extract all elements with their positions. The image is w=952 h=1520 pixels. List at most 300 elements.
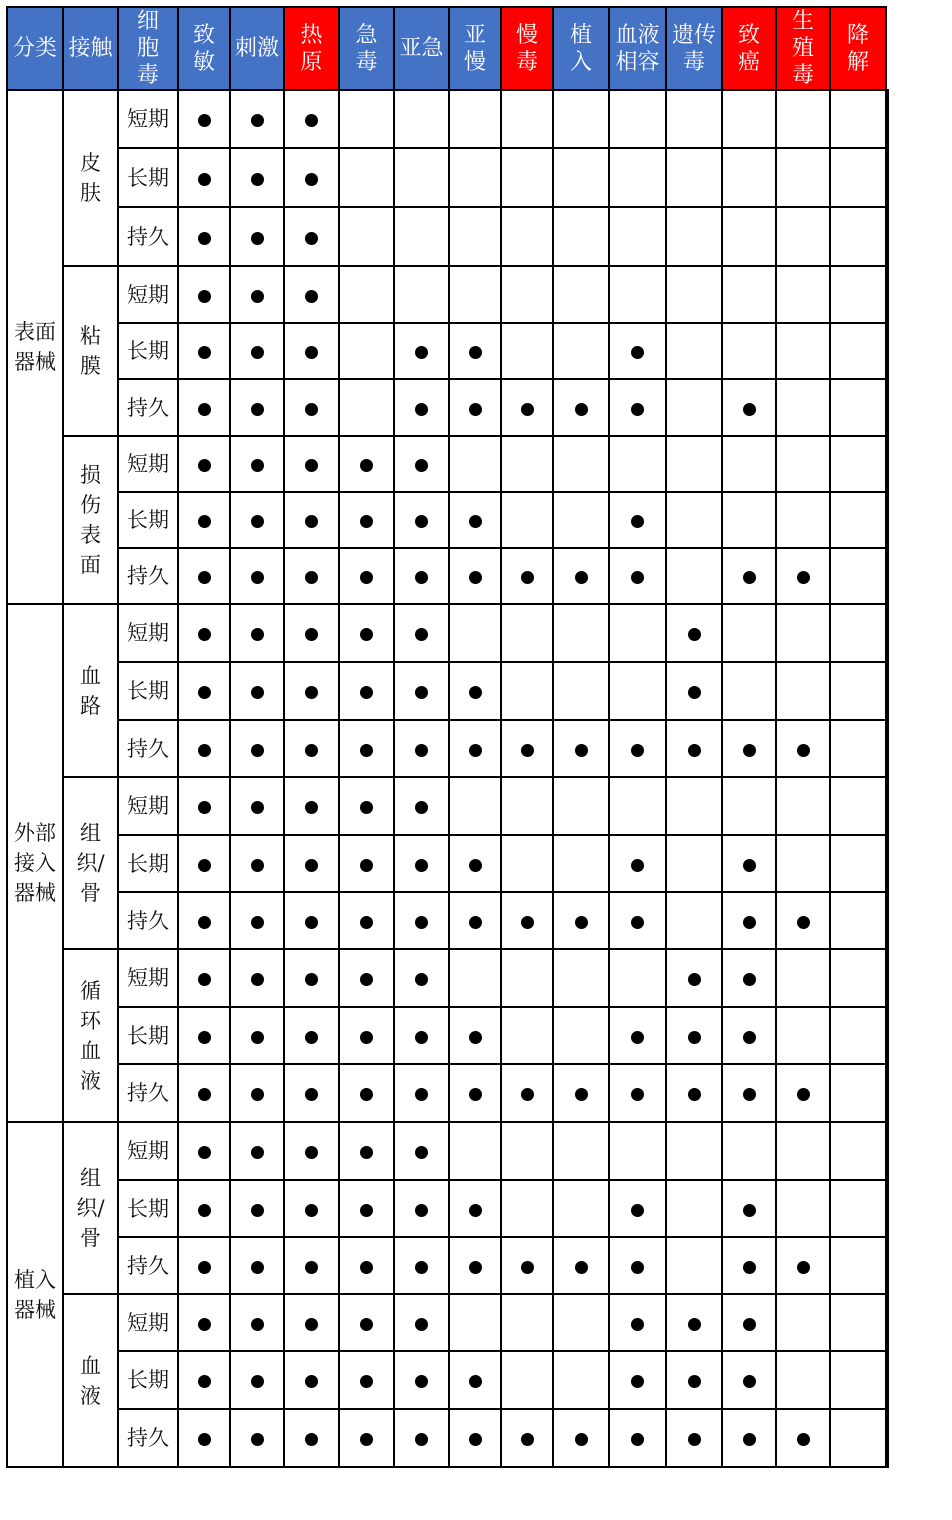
required-dot-icon [521,916,534,929]
test-cell [230,207,284,266]
required-dot-icon [521,403,534,416]
test-cell [830,835,886,892]
required-dot-icon [198,801,211,814]
test-cell [501,1122,553,1180]
column-header [63,7,118,90]
test-cell [178,90,230,148]
required-dot-icon [575,1433,588,1446]
required-dot-icon [631,346,644,359]
required-dot-icon [415,1261,428,1274]
required-dot-icon [688,1318,701,1331]
required-dot-icon [631,515,644,528]
test-cell [776,1122,830,1180]
required-dot-icon [198,290,211,303]
test-cell [830,492,886,548]
test-cell [886,777,888,835]
required-dot-icon [631,1261,644,1274]
required-dot-icon [305,1031,318,1044]
duration-cell: 持久 [118,207,178,266]
test-cell [339,1294,394,1351]
table-row [7,379,888,436]
test-cell [394,207,449,266]
required-dot-icon [575,1261,588,1274]
test-cell [178,777,230,835]
column-header-label: 刺激 [234,36,279,61]
duration-cell: 持久 [118,379,178,436]
test-cell [230,1007,284,1064]
duration-cell: 长期 [118,1007,178,1064]
test-cell [178,1180,230,1237]
contact-type-label: 血 路 [80,663,101,718]
required-dot-icon [469,686,482,699]
test-cell [830,1351,886,1409]
duration-cell: 长期 [118,662,178,720]
test-cell [230,379,284,436]
table-row [7,148,888,207]
test-cell [830,266,886,323]
duration-cell: 短期 [118,266,178,323]
test-cell [394,1064,449,1122]
required-dot-icon [305,459,318,472]
test-cell [553,323,609,379]
test-cell [830,148,886,207]
required-dot-icon [688,686,701,699]
test-cell [284,892,339,949]
table-row [7,604,888,662]
test-cell [178,892,230,949]
test-cell [178,835,230,892]
category-label: 植入 器械 [14,1267,56,1322]
test-cell [284,1180,339,1237]
test-cell [449,207,501,266]
required-dot-icon [360,1146,373,1159]
test-cell [886,90,888,148]
column-header-label: 致 癌 [737,22,760,75]
required-dot-icon [360,1204,373,1217]
test-cell [666,892,722,949]
test-cell [609,1122,666,1180]
required-dot-icon [469,1204,482,1217]
test-cell [553,1180,609,1237]
test-cell [722,1351,776,1409]
test-cell [553,835,609,892]
required-dot-icon [575,916,588,929]
test-cell [776,148,830,207]
test-cell [609,892,666,949]
column-header [501,7,553,90]
test-cell [609,90,666,148]
test-cell [339,1122,394,1180]
test-cell [449,949,501,1007]
table-row [7,1007,888,1064]
required-dot-icon [305,571,318,584]
test-cell [230,90,284,148]
test-cell [339,1351,394,1409]
required-dot-icon [251,232,264,245]
test-cell [394,436,449,492]
required-dot-icon [360,628,373,641]
required-dot-icon [521,1261,534,1274]
test-cell [666,379,722,436]
required-dot-icon [688,744,701,757]
column-header [394,7,449,90]
test-cell [609,1409,666,1467]
test-cell [722,1122,776,1180]
required-dot-icon [415,1146,428,1159]
required-dot-icon [198,232,211,245]
test-cell [776,892,830,949]
test-cell [501,1064,553,1122]
required-dot-icon [415,459,428,472]
contact-type-label: 组 织/ 骨 [76,821,105,905]
test-cell [886,1237,888,1294]
test-cell [553,1237,609,1294]
test-cell [776,1007,830,1064]
required-dot-icon [415,801,428,814]
required-dot-icon [360,859,373,872]
required-dot-icon [198,1375,211,1388]
test-cell [394,548,449,604]
column-header-label: 血液 相容 [615,22,660,75]
test-cell [501,1180,553,1237]
test-cell [666,1409,722,1467]
required-dot-icon [360,1088,373,1101]
required-dot-icon [251,1375,264,1388]
required-dot-icon [305,1146,318,1159]
test-cell [449,662,501,720]
test-cell [666,777,722,835]
test-cell [776,1294,830,1351]
required-dot-icon [688,1375,701,1388]
column-header-label: 降 解 [846,22,869,75]
test-cell [776,949,830,1007]
test-cell [449,1351,501,1409]
test-cell [230,835,284,892]
test-cell [776,1180,830,1237]
test-cell [666,1351,722,1409]
test-cell [776,266,830,323]
test-cell [178,148,230,207]
test-cell [339,604,394,662]
duration-cell: 长期 [118,835,178,892]
test-cell [609,835,666,892]
test-cell [284,662,339,720]
required-dot-icon [251,1088,264,1101]
required-dot-icon [469,1261,482,1274]
column-header-label: 慢 毒 [515,22,538,75]
required-dot-icon [198,571,211,584]
test-cell [394,1294,449,1351]
required-dot-icon [251,628,264,641]
required-dot-icon [305,1433,318,1446]
test-cell [501,266,553,323]
test-cell [178,323,230,379]
duration-cell: 长期 [118,323,178,379]
required-dot-icon [251,173,264,186]
test-cell [776,90,830,148]
test-cell [230,662,284,720]
test-cell [776,379,830,436]
duration-cell: 长期 [118,1351,178,1409]
test-cell [722,892,776,949]
test-cell [178,436,230,492]
test-cell [609,1237,666,1294]
test-cell [830,207,886,266]
test-cell [501,1237,553,1294]
test-cell [284,1007,339,1064]
column-header [553,7,609,90]
test-cell [722,379,776,436]
test-cell [178,720,230,777]
test-cell [449,266,501,323]
test-cell [830,90,886,148]
test-cell [886,266,888,323]
test-cell [722,835,776,892]
test-cell [449,90,501,148]
required-dot-icon [469,515,482,528]
test-cell [722,604,776,662]
test-cell [776,1409,830,1467]
required-dot-icon [797,916,810,929]
required-dot-icon [198,1088,211,1101]
test-cell [886,1064,888,1122]
test-cell [553,492,609,548]
test-cell [230,1180,284,1237]
test-cell [501,379,553,436]
column-header-label: 遗传 毒 [671,22,716,75]
required-dot-icon [305,1318,318,1331]
matrix-body [7,90,888,1467]
required-dot-icon [415,973,428,986]
column-header-label: 急 毒 [355,22,378,75]
table-row [7,720,888,777]
required-dot-icon [251,801,264,814]
test-cell [449,1007,501,1064]
required-dot-icon [360,1318,373,1331]
test-cell [394,266,449,323]
required-dot-icon [198,1031,211,1044]
test-cell [339,379,394,436]
test-cell [449,1064,501,1122]
test-cell [449,835,501,892]
required-dot-icon [797,1261,810,1274]
test-cell [230,1122,284,1180]
required-dot-icon [251,515,264,528]
test-cell [284,492,339,548]
required-dot-icon [415,1031,428,1044]
test-cell [449,1180,501,1237]
test-cell [886,1007,888,1064]
column-header [449,7,501,90]
test-cell [776,1237,830,1294]
test-cell [230,492,284,548]
required-dot-icon [360,515,373,528]
test-cell [501,492,553,548]
test-cell [666,1122,722,1180]
test-cell [230,1409,284,1467]
duration-cell: 短期 [118,777,178,835]
test-cell [178,207,230,266]
test-cell [886,323,888,379]
required-dot-icon [198,686,211,699]
required-dot-icon [743,859,756,872]
required-dot-icon [688,1031,701,1044]
test-cell [666,720,722,777]
contact-type-label: 损 伤 表 面 [80,463,101,577]
test-cell [230,777,284,835]
test-cell [339,1180,394,1237]
test-cell [449,1294,501,1351]
test-cell [609,1351,666,1409]
required-dot-icon [198,744,211,757]
table-row [7,1351,888,1409]
contact-type-cell [63,1294,118,1467]
required-dot-icon [521,571,534,584]
test-cell [449,604,501,662]
column-header [118,7,178,90]
test-cell [553,207,609,266]
duration-cell: 长期 [118,148,178,207]
test-cell [394,492,449,548]
test-cell [501,323,553,379]
required-dot-icon [415,1318,428,1331]
table-row [7,1122,888,1180]
test-cell [830,1294,886,1351]
test-cell [178,1237,230,1294]
test-cell [666,323,722,379]
test-cell [501,148,553,207]
required-dot-icon [360,744,373,757]
test-cell [886,949,888,1007]
test-cell [830,1007,886,1064]
required-dot-icon [575,1088,588,1101]
header-row [7,7,888,90]
test-cell [722,1180,776,1237]
column-header-label: 细 胞 毒 [136,9,159,88]
test-cell [609,379,666,436]
test-cell [501,1294,553,1351]
table-row [7,266,888,323]
test-cell [722,720,776,777]
test-cell [830,1122,886,1180]
column-header [776,7,830,90]
column-header [178,7,230,90]
test-cell [666,1180,722,1237]
required-dot-icon [360,686,373,699]
test-cell [776,835,830,892]
required-dot-icon [305,686,318,699]
required-dot-icon [305,973,318,986]
test-cell [666,604,722,662]
test-cell [830,1237,886,1294]
test-cell [553,604,609,662]
test-cell [666,1237,722,1294]
test-cell [886,148,888,207]
test-cell [230,436,284,492]
test-cell [339,720,394,777]
test-cell [449,148,501,207]
test-cell [830,604,886,662]
test-cell [394,720,449,777]
table-row [7,1064,888,1122]
required-dot-icon [415,1204,428,1217]
required-dot-icon [360,459,373,472]
table-row [7,949,888,1007]
required-dot-icon [631,1204,644,1217]
required-dot-icon [251,1146,264,1159]
test-cell [394,949,449,1007]
required-dot-icon [469,571,482,584]
test-cell [553,1409,609,1467]
test-cell [230,548,284,604]
column-header-label: 热 原 [300,22,323,75]
required-dot-icon [797,1433,810,1446]
test-cell [666,1294,722,1351]
test-cell [339,148,394,207]
required-dot-icon [631,1088,644,1101]
test-cell [553,548,609,604]
required-dot-icon [469,1375,482,1388]
required-dot-icon [305,744,318,757]
test-cell [609,323,666,379]
test-cell [230,1294,284,1351]
test-cell [666,835,722,892]
required-dot-icon [743,916,756,929]
required-dot-icon [251,1204,264,1217]
test-cell [609,266,666,323]
required-dot-icon [305,114,318,127]
required-dot-icon [198,1146,211,1159]
required-dot-icon [521,1088,534,1101]
test-cell [178,492,230,548]
test-cell [553,266,609,323]
table-row [7,492,888,548]
test-cell [722,662,776,720]
test-cell [609,1180,666,1237]
required-dot-icon [688,628,701,641]
test-cell [394,1237,449,1294]
required-dot-icon [251,1031,264,1044]
test-cell [339,1409,394,1467]
category-cell [7,604,63,1122]
test-cell [830,1409,886,1467]
test-cell [553,892,609,949]
required-dot-icon [198,916,211,929]
required-dot-icon [743,1375,756,1388]
test-cell [501,604,553,662]
test-cell [722,148,776,207]
test-cell [609,207,666,266]
contact-type-cell [63,90,118,266]
required-dot-icon [415,1375,428,1388]
required-dot-icon [631,1318,644,1331]
test-cell [501,720,553,777]
test-cell [284,148,339,207]
required-dot-icon [305,403,318,416]
required-dot-icon [305,515,318,528]
required-dot-icon [415,571,428,584]
contact-type-cell [63,436,118,604]
test-cell [722,323,776,379]
required-dot-icon [251,346,264,359]
test-cell [886,604,888,662]
test-cell [553,1122,609,1180]
duration-cell: 长期 [118,1180,178,1237]
test-cell [178,1122,230,1180]
test-cell [553,1351,609,1409]
required-dot-icon [688,1433,701,1446]
test-cell [886,1409,888,1467]
